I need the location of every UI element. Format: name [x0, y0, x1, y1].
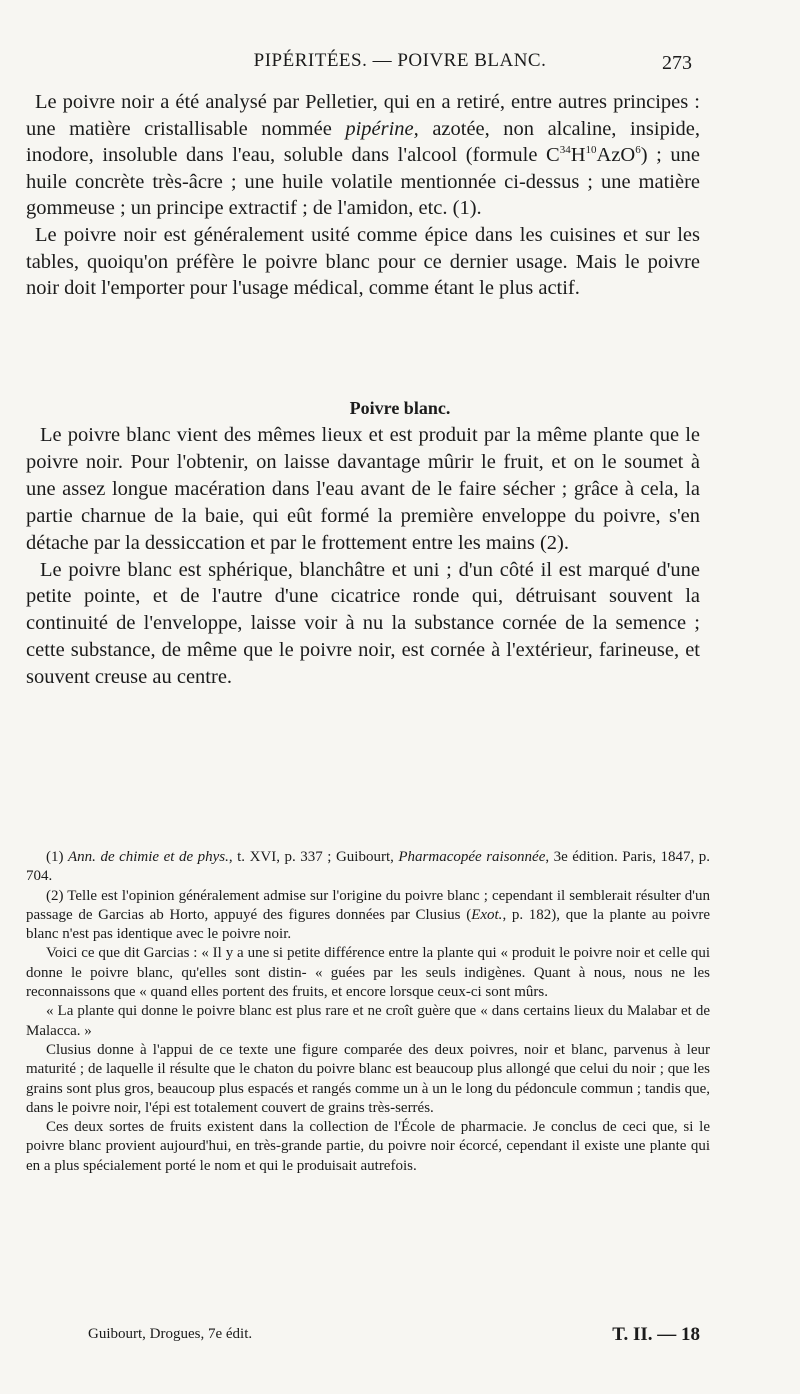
superscript: 10: [585, 144, 597, 157]
text-run: AzO: [596, 144, 636, 167]
text-run: (2) Telle est l'opinion généralement admise sur l'origine du poivre blanc ; cependant il semblerait résulter d'un passage de Garcias ab Horto, appuyé des figures données par Clusius (: [26, 887, 710, 923]
text-run: Le poivre noir a été analysé par Pelletier, qui en a retiré, entre autres principes : une matière cristallisable nommée: [26, 91, 700, 140]
volume-marker: T. II. — 18: [612, 1324, 700, 1345]
text-run: , p. 182), que la plante au poivre blanc n'est pas identique avec le poivre noir.: [26, 906, 710, 943]
running-header: [0, 46, 800, 76]
page-number: 273: [662, 52, 692, 74]
footnote-clusius: Clusius donne à l'appui de ce texte une figure comparée des deux poivres, noir et blanc, parvenus à leur maturité ; de laquelle il résulte que le chaton du poivre blanc est beaucoup plus allongé que celui du noir ; que les grains sont plus gros, beaucoup plus espacés et rangés comme un à un le long du pédoncule commun ; tandis que, dans le poivre noir, l'épi est totalement couvert de grains très-serrés.: [26, 1041, 710, 1116]
running-title: PIPÉRITÉES. — POIVRE BLANC.: [253, 50, 547, 71]
paragraph-usage: Le poivre noir est généralement usité comme épice dans les cuisines et sur les tables, quoiqu'on préfère le poivre blanc pour ce dernier usage. Mais le poivre noir doit l'emporter pour l'usage médical, comme étant le plus actif.: [26, 223, 700, 300]
text-run: H: [570, 144, 586, 167]
footnote-quote: Voici ce que dit Garcias : « Il y a une si petite différence entre la plante qui « produit le poivre noir et celle qui donne le poivre blanc, qu'elles sont distin- « guées par les seuls indigènes. Quant à nous, nous ne les reconnaissons que « quand elles portent des fruits, et encore lorsque ceux-ci sont mûrs.: [26, 945, 710, 1001]
text-run: azotée, non alcaline, insipide, inodore, insoluble dans l'eau, soluble dans l'alcool (formule C: [26, 117, 700, 167]
footnotes: [26, 848, 710, 1176]
text-run: (1): [46, 849, 69, 865]
superscript: 6: [635, 144, 641, 157]
italic-citation: Exot.: [471, 906, 503, 923]
text-run: ) ; une huile concrète très-âcre ; une huile volatile mentionnée ci-dessus ; une matière gommeuse ; un principe extractif ; de l'amidon, etc. (1).: [26, 144, 700, 220]
body-text-section-2: [26, 422, 700, 691]
footnote-1: [26, 848, 710, 887]
paragraph-analysis: [26, 89, 700, 222]
footnote-conclusion: Ces deux sortes de fruits existent dans la collection de l'École de pharmacie. Je conclus de ceci que, si le poivre blanc provient aujourd'hui, en très-grande partie, du poivre noir écorcé, cependant il existe une plante qui en a plus spécialement porté le nom et qui le produisait autrefois.: [26, 1119, 710, 1174]
printer-signature: Guibourt, Drogues, 7e édit.: [88, 1326, 253, 1342]
italic-term: pipérine,: [345, 117, 419, 140]
text-run: , t. XVI, p. 337 ; Guibourt,: [228, 849, 399, 865]
superscript: 34: [559, 144, 571, 157]
paragraph-description: Le poivre blanc est sphérique, blanchâtre et uni ; d'un côté il est marqué d'une petite pointe, et de l'autre d'une cicatrice ronde qui, détruisant souvent la continuité de l'enveloppe, laisse voir à nu la substance cornée de la semence ; cette substance, de même que le poivre noir, est cornée à l'extérieur, farineuse, et souvent creuse au centre.: [26, 558, 700, 689]
footnote-quote-continued: « La plante qui donne le poivre blanc est plus rare et ne croît guère que « dans certains lieux du Malabar et de Malacca. »: [26, 1003, 710, 1039]
italic-citation: Ann. de chimie et de phys.: [68, 849, 229, 865]
text-run: , 3e édition. Paris, 1847, p. 704.: [26, 849, 710, 885]
paragraph-origin: Le poivre blanc vient des mêmes lieux et est produit par la même plante que le poivre noir. Pour l'obtenir, on laisse davantage mûrir le fruit, et on le soumet à une assez longue macération dans l'eau avant de le faire sécher ; grâce à cela, la partie charnue de la baie, qui eût formé la première enveloppe du poivre, s'en détache par la dessiccation et par le frottement entre les mains (2).: [26, 424, 700, 554]
page-footer: [88, 1324, 700, 1348]
italic-citation: Pharmacopée raisonnée: [398, 849, 546, 865]
footnote-2: [26, 887, 710, 945]
body-text-section-1: [26, 89, 700, 302]
section-heading: Poivre blanc.: [349, 398, 451, 418]
